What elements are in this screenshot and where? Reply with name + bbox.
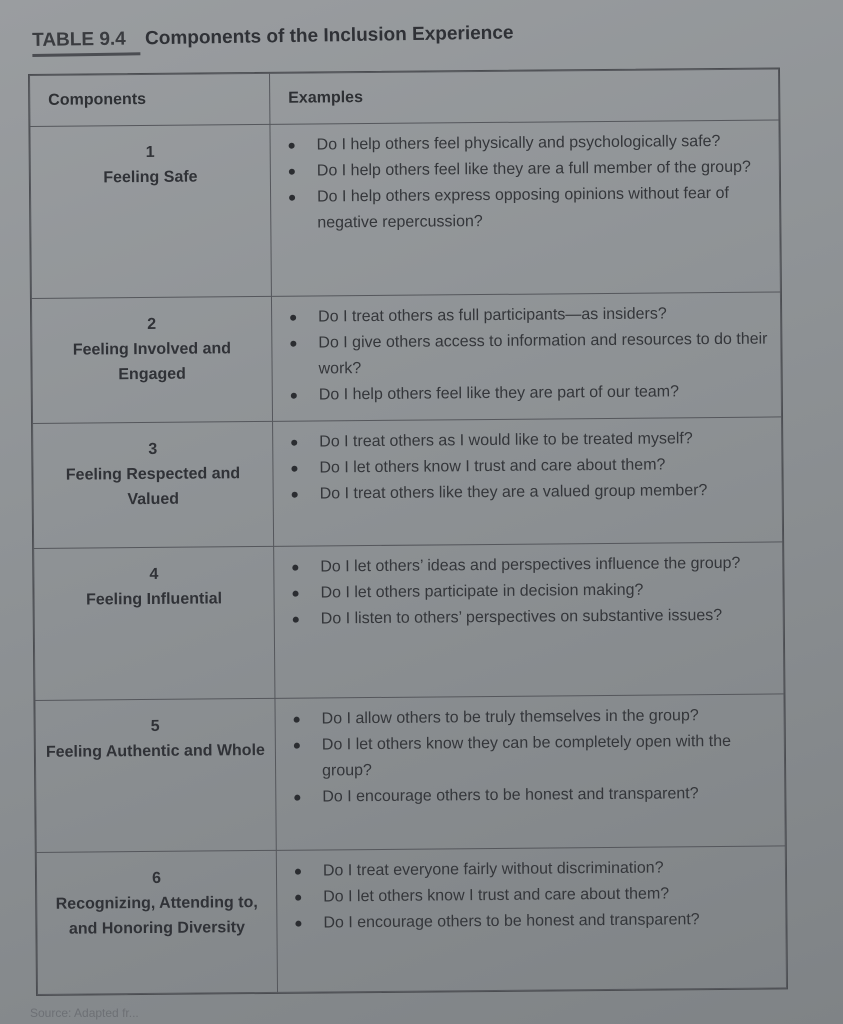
example-item: Do I listen to others’ perspectives on substantive issues? bbox=[291, 603, 771, 633]
inclusion-table bbox=[28, 67, 788, 996]
component-name: Recognizing, Attending to, and Honoring Diversity bbox=[55, 894, 258, 938]
component-name: Feeling Respected and Valued bbox=[65, 465, 241, 509]
component-cell bbox=[33, 421, 274, 548]
examples-cell bbox=[276, 846, 786, 992]
table-row bbox=[35, 694, 785, 853]
component-name: Feeling Safe bbox=[103, 168, 198, 187]
component-number: 6 bbox=[151, 869, 162, 887]
example-item: Do I allow others to be truly themselves in the group? bbox=[292, 703, 772, 733]
example-item: Do I help others feel physically and psychologically safe? bbox=[287, 129, 767, 159]
header-row bbox=[30, 69, 779, 127]
component-number: 4 bbox=[149, 565, 159, 583]
example-item: Do I treat everyone fairly without discrimination? bbox=[293, 855, 773, 885]
example-item: Do I help others feel like they are a full member of the group? bbox=[287, 155, 767, 185]
table-row bbox=[34, 542, 784, 701]
component-name: Feeling Involved and Engaged bbox=[72, 340, 232, 384]
table-row bbox=[33, 417, 783, 549]
table-caption: Components of the Inclusion Experience bbox=[144, 22, 514, 50]
examples-cell bbox=[275, 694, 785, 850]
component-number: 2 bbox=[147, 315, 157, 333]
source-note: Source: Adapted fr... bbox=[30, 1006, 139, 1020]
component-name: Feeling Authentic and Whole bbox=[45, 741, 265, 761]
table-row bbox=[31, 292, 781, 424]
examples-cell bbox=[273, 417, 783, 546]
examples-cell bbox=[271, 292, 781, 421]
component-number: 5 bbox=[150, 717, 160, 735]
component-cell bbox=[36, 850, 277, 994]
example-item: Do I let others participate in decision making? bbox=[290, 577, 770, 607]
example-item: Do I help others express opposing opinions without fear of negative repercussion? bbox=[287, 181, 767, 237]
example-item: Do I encourage others to be honest and transparent? bbox=[292, 781, 772, 811]
example-item: Do I give others access to information and resources to do their work? bbox=[288, 327, 768, 383]
header-components: Components bbox=[30, 73, 270, 126]
component-number: 3 bbox=[148, 440, 158, 458]
table-row bbox=[30, 120, 780, 299]
example-item: Do I treat others as full participants—as insiders? bbox=[288, 301, 768, 331]
table-title bbox=[32, 18, 792, 52]
example-item: Do I encourage others to be honest and transparent? bbox=[293, 907, 773, 937]
example-item: Do I let others’ ideas and perspectives influence the group? bbox=[290, 551, 770, 581]
examples-cell bbox=[274, 542, 784, 698]
component-cell bbox=[34, 546, 275, 700]
component-cell bbox=[31, 296, 272, 423]
example-item: Do I let others know I trust and care about them? bbox=[293, 881, 773, 911]
header-examples: Examples bbox=[270, 69, 779, 124]
table-row bbox=[36, 846, 786, 995]
component-name: Feeling Influential bbox=[86, 590, 223, 609]
table-number: TABLE 9.4 bbox=[32, 28, 126, 51]
example-item: Do I treat others as I would like to be treated myself? bbox=[289, 426, 769, 456]
component-cell bbox=[30, 124, 271, 298]
examples-cell bbox=[270, 120, 780, 296]
component-cell bbox=[35, 698, 276, 852]
example-item: Do I treat others like they are a valued group member? bbox=[290, 478, 770, 508]
component-number: 1 bbox=[145, 143, 155, 161]
example-item: Do I help others feel like they are part of our team? bbox=[289, 379, 769, 409]
example-item: Do I let others know they can be completely open with the group? bbox=[292, 729, 772, 785]
example-item: Do I let others know I trust and care about them? bbox=[289, 452, 769, 482]
title-underline bbox=[32, 52, 140, 57]
